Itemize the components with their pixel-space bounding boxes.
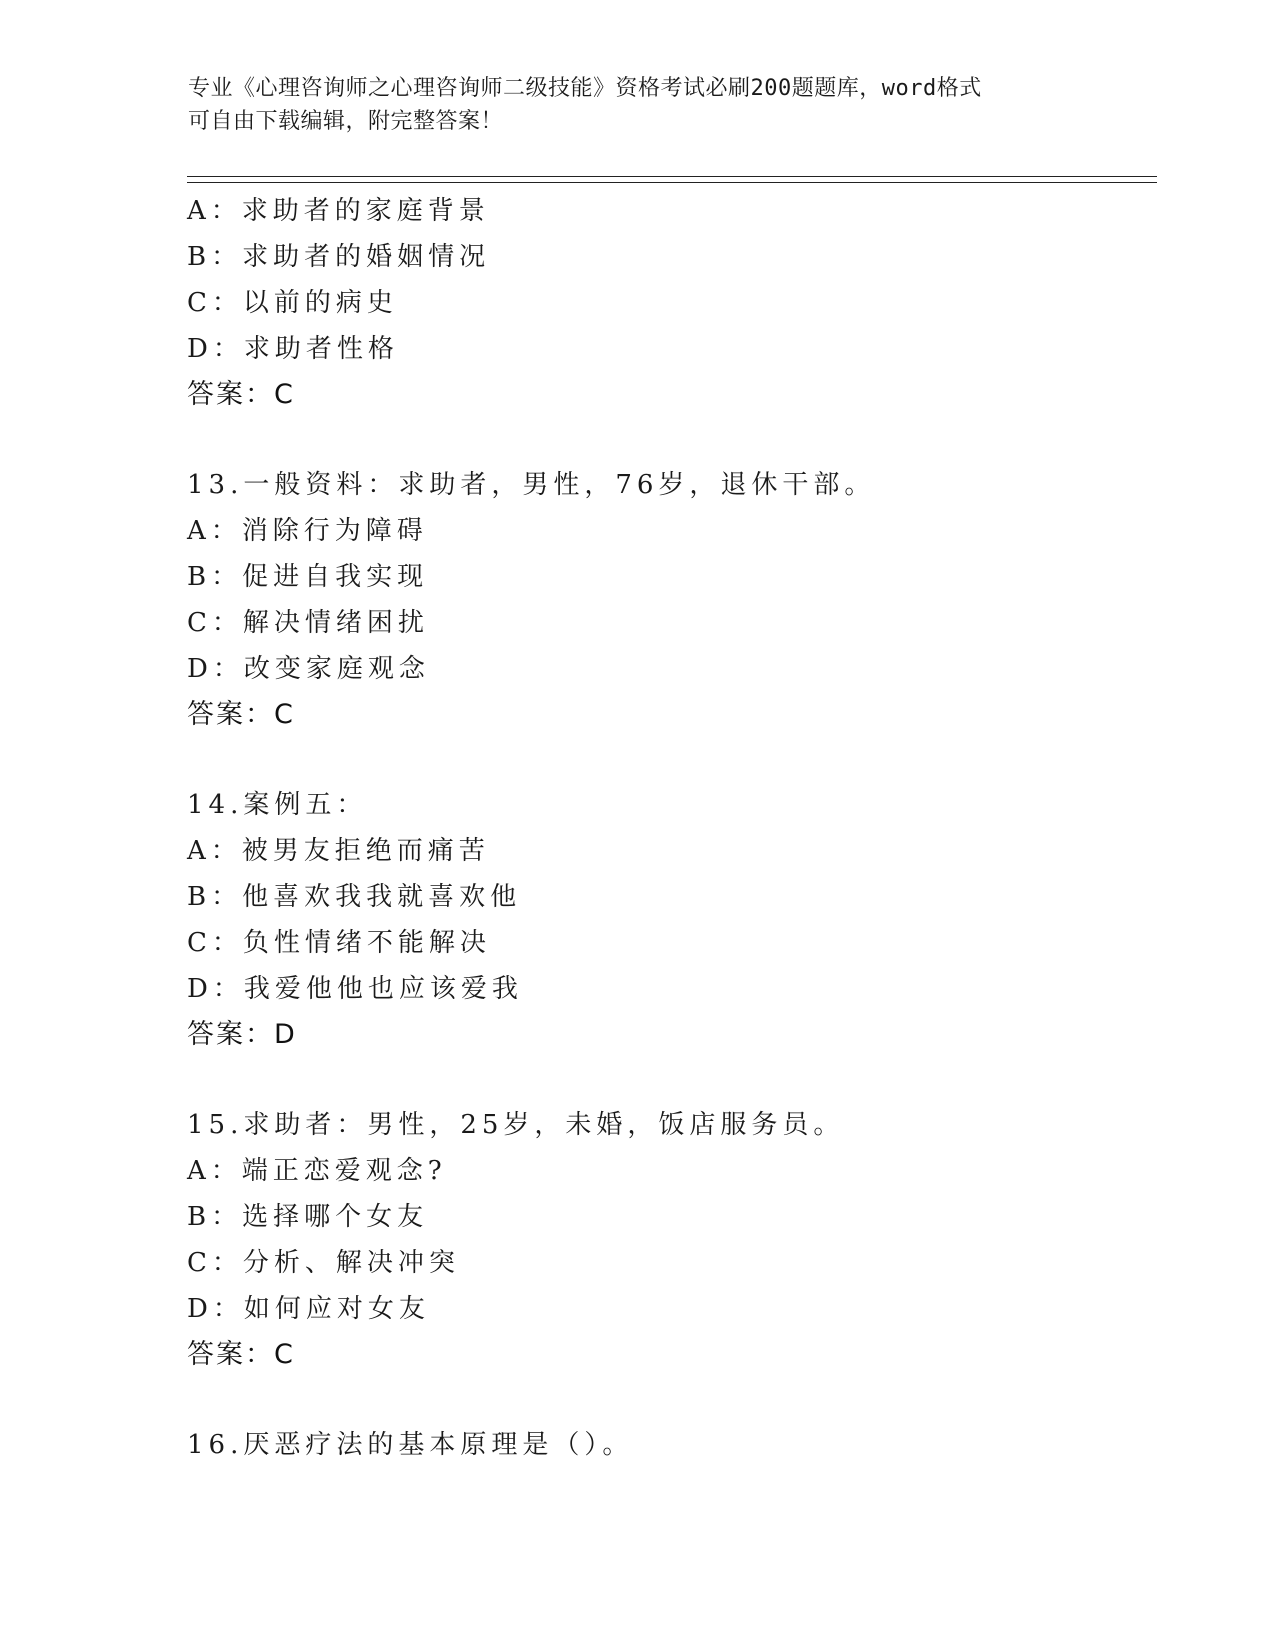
option-b: B：求助者的婚姻情况 [187, 242, 491, 272]
option-c: C：以前的病史 [187, 288, 398, 318]
option-a: A：消除行为障碍 [187, 516, 428, 546]
option-a: A：端正恋爱观念? [187, 1156, 447, 1186]
header-title-line-1: 专业《心理咨询师之心理咨询师二级技能》资格考试必刷200题题库，word格式 [188, 76, 982, 101]
header-divider-bottom [187, 182, 1157, 183]
question-list [187, 188, 1147, 1468]
question-text: 13.一般资料：求助者，男性，76岁，退休干部。 [187, 470, 876, 500]
option-b: B：选择哪个女友 [187, 1202, 429, 1232]
question-block-16 [187, 1422, 1147, 1468]
question-text: 15.求助者：男性，25岁，未婚，饭店服务员。 [187, 1110, 845, 1140]
option-c: C：负性情绪不能解决 [187, 928, 491, 958]
question-block-14 [187, 782, 1147, 1058]
option-d: D：改变家庭观念 [187, 654, 430, 684]
option-b: B：促进自我实现 [187, 562, 429, 592]
answer-label: 答案：C [187, 699, 295, 730]
question-block-13 [187, 462, 1147, 738]
answer-label: 答案：C [187, 379, 295, 410]
header-divider-top [187, 176, 1157, 177]
option-a: A：被男友拒绝而痛苦 [187, 836, 490, 866]
document-header [188, 72, 1088, 138]
answer-label: 答案：C [187, 1339, 295, 1370]
question-block-15 [187, 1102, 1147, 1378]
option-c: C：分析、解决冲突 [187, 1248, 460, 1278]
option-d: D：我爱他他也应该爱我 [187, 974, 523, 1004]
answer-label: 答案：D [187, 1019, 297, 1050]
option-c: C：解决情绪困扰 [187, 608, 429, 638]
header-title-line-2: 可自由下载编辑，附完整答案！ [188, 109, 504, 134]
option-d: D：求助者性格 [187, 334, 399, 364]
option-a: A：求助者的家庭背景 [187, 196, 490, 226]
option-b: B：他喜欢我我就喜欢他 [187, 882, 522, 912]
question-block-12 [187, 188, 1147, 418]
question-text: 16.厌恶疗法的基本原理是（）。 [187, 1430, 634, 1460]
question-text: 14.案例五： [187, 790, 368, 820]
option-d: D：如何应对女友 [187, 1294, 430, 1324]
